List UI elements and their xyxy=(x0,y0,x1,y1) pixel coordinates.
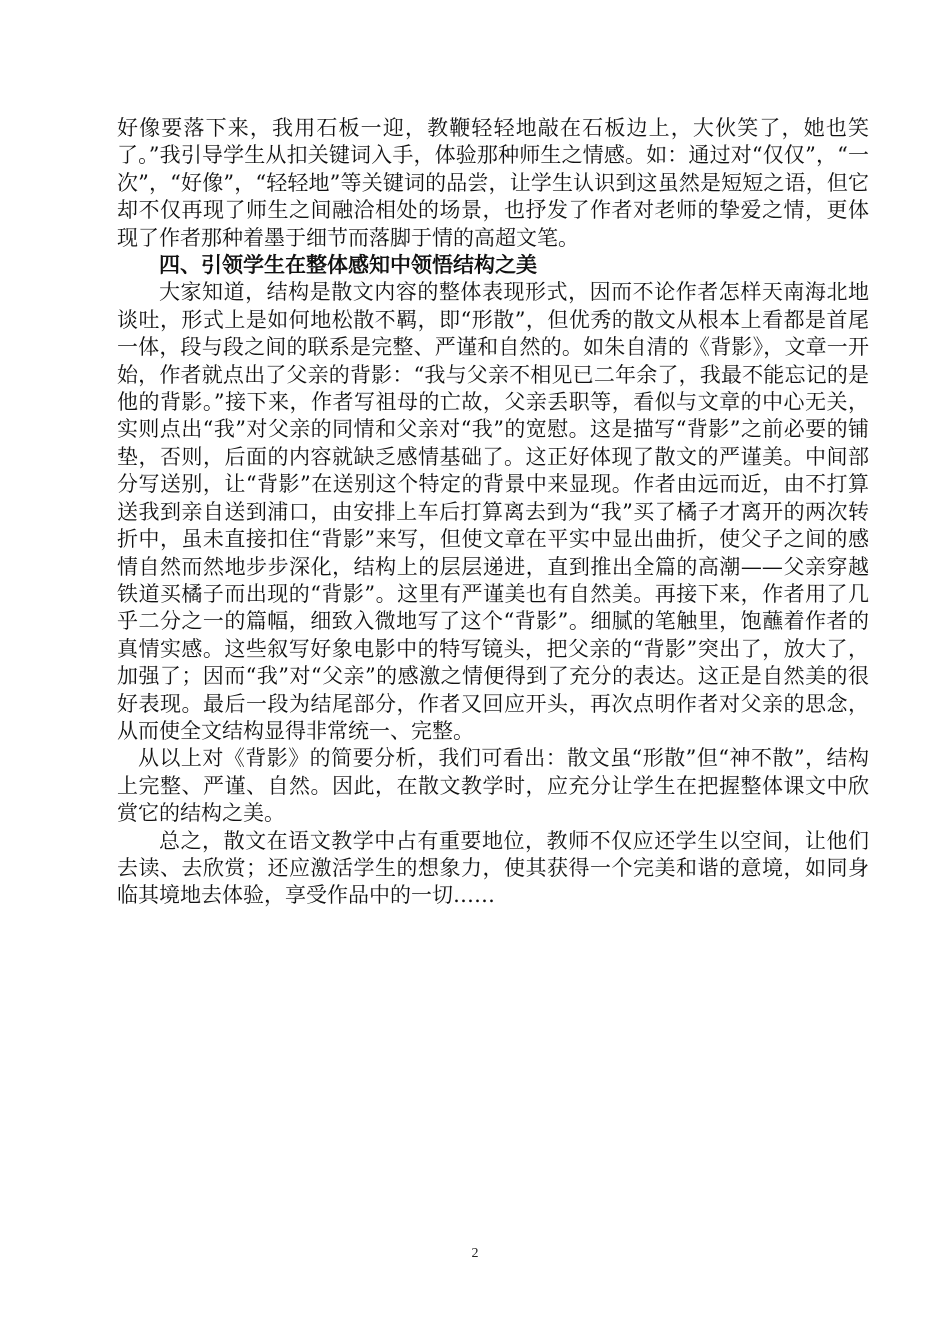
paragraph-summary: 从以上对《背影》的简要分析，我们可看出：散文虽“形散”但“神不散”，结构上完整、严谨、自然。因此，在散文教学时，应充分让学生在把握整体课文中欣赏它的结构之美。 xyxy=(117,746,869,826)
page-number: 2 xyxy=(471,1246,479,1261)
paragraph-conclusion: 总之，散文在语文教学中占有重要地位，教师不仅应还学生以空间，让他们去读、去欣赏；还应激活学生的想象力，使其获得一个完美和谐的意境，如同身临其境地去体验，享受作品中的一切…… xyxy=(117,828,869,908)
paragraph-continuation: 好像要落下来，我用石板一迎，教鞭轻轻地敲在石板边上，大伙笑了，她也笑了。”我引导学生从扣关键词入手，体验那种师生之情感。如：通过对“仅仅”，“一次”，“好像”，“轻轻地”等关键词的品尝，让学生认识到这虽然是短短之语，但它却不仅再现了师生之间融洽相处的场景，也抒发了作者对老师的挚爱之情，更体现了作者那种着墨于细节而落脚于情的高超文笔。 xyxy=(117,116,869,250)
section-heading: 四、引领学生在整体感知中领悟结构之美 xyxy=(159,253,537,278)
paragraph-structure-analysis: 大家知道，结构是散文内容的整体表现形式，因而不论作者怎样天南海北地谈吐，形式上是如何地松散不羁，即“形散”，但优秀的散文从根本上看都是首尾一体，段与段之间的联系是完整、严谨和自然的。如朱自清的《背影》，文章一开始，作者就点出了父亲的背影：“我与父亲不相见已二年余了，我最不能忘记的是他的背影。”接下来，作者写祖母的亡故，父亲丢职等，看似与文章的中心无关，实则点出“我”对父亲的同情和父亲对“我”的宽慰。这是描写“背影”之前必要的铺垫，否则，后面的内容就缺乏感情基础了。这正好体现了散文的严谨美。中间部分写送别，让“背影”在送别这个特定的背景中来显现。作者由远而近，由不打算送我到亲自送到浦口，由安排上车后打算离去到为“我”买了橘子才离开的两次转折中，虽未直接扣住“背影”来写，但使文章在平实中显出曲折，使父子之间的感情自然而然地步步深化，结构上的层层递进，直到推出全篇的高潮——父亲穿越铁道买橘子而出现的“背影”。这里有严谨美也有自然美。再接下来，作者用了几乎二分之一的篇幅，细致入微地写了这个“背影”。细腻的笔触里，饱蘸着作者的真情实感。这些叙写好象电影中的特写镜头，把父亲的“背影”突出了，放大了，加强了；因而“我”对“父亲”的感激之情便得到了充分的表达。这正是自然美的很好表现。最后一段为结尾部分，作者又回应开头，再次点明作者对父亲的思念，从而使全文结构显得非常统一、完整。 xyxy=(117,280,869,743)
document-body xyxy=(117,115,869,910)
